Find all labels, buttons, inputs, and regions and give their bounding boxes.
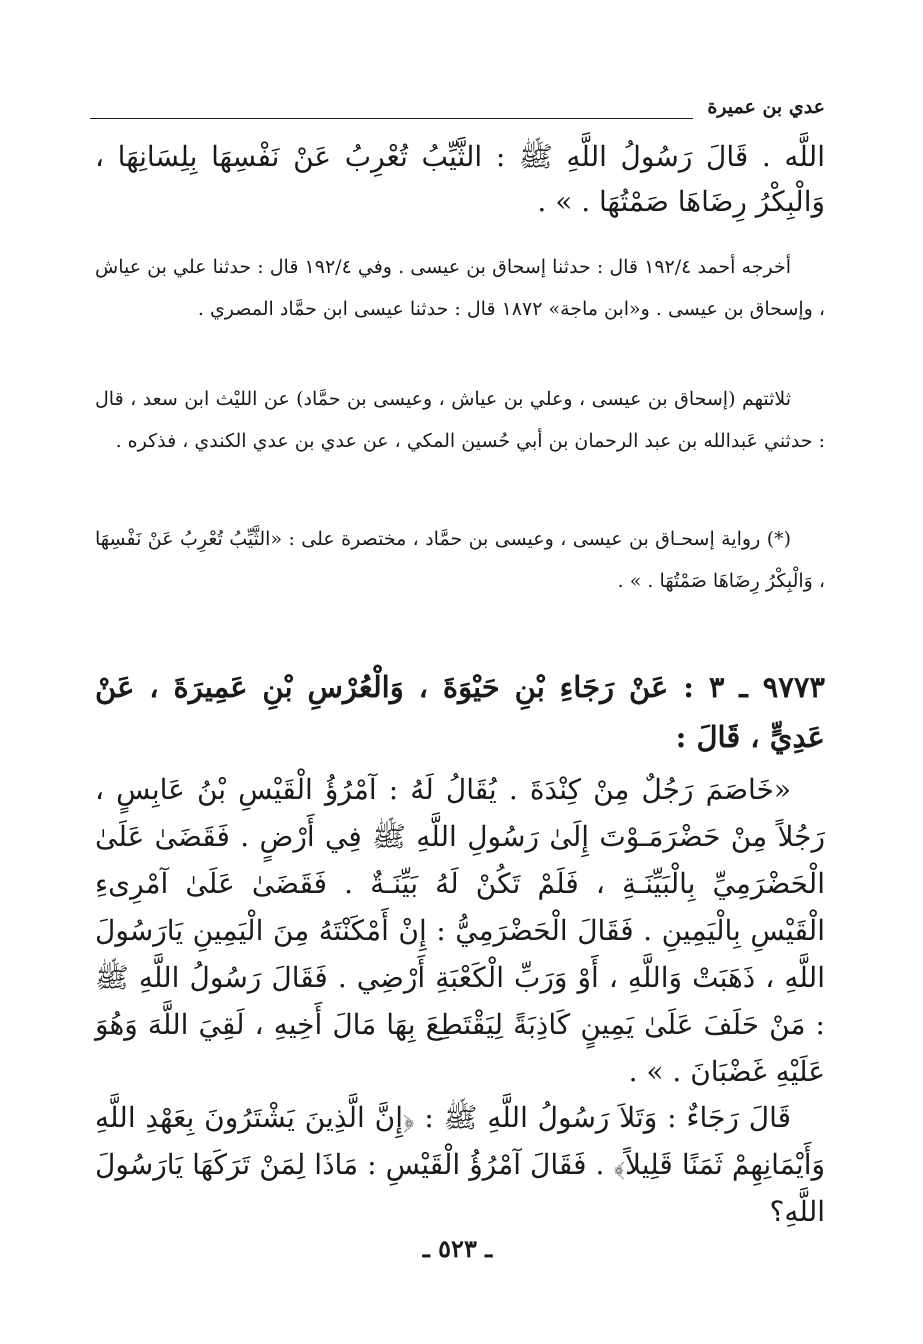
note-text: رواية إسحـاق بن عيسى ، وعيسى بن حمَّاد ، مختصرة على : «الثَّيِّبُ تُعْرِبُ عَنْ نَفْسِهَا ، وَالْبِكْرُ رِضَاهَا صَمْتُهَا . » . bbox=[95, 528, 825, 592]
header-rule bbox=[90, 118, 693, 119]
continuation-paragraph bbox=[95, 134, 825, 224]
hadith-closing-paragraph bbox=[95, 1094, 825, 1235]
note-mark: (*) bbox=[766, 528, 792, 550]
hadith-chain: : عَنْ رَجَاءِ بْنِ حَيْوَةَ ، وَالْعُرْسِ بْنِ عَمِيرَةَ ، عَنْ عَدِيٍّ ، قَالَ : bbox=[95, 670, 825, 754]
book-page bbox=[90, 86, 825, 1306]
takhrij-text-1: أخرجه أحمد ١٩٢/٤ قال : حدثنا إسحاق بن عيسى . وفي ١٩٢/٤ قال : حدثنا علي بن عياش ، وإسحاق بن عيسى . و«ابن ماجة» ١٨٧٢ قال : حدثنا عيسى ابن حمَّاد المصري . bbox=[95, 256, 825, 320]
takhrij-note bbox=[95, 518, 825, 602]
takhrij-text-2: ثلاثتهم (إسحاق بن عيسى ، وعلي بن عياش ، وعيسى بن حمَّاد) عن الليْث ابن سعد ، قال : حدثني عَبدالله بن عبد الرحمان بن أبي حُسين المكي ، عن عدي بن عدي الكندي ، فذكره . bbox=[95, 388, 825, 452]
running-title: عدي بن عميرة bbox=[707, 96, 825, 118]
hadith-heading bbox=[95, 662, 825, 762]
takhrij-paragraph-2 bbox=[95, 378, 825, 462]
hadith-matn: «خَاصَمَ رَجُلٌ مِنْ كِنْدَةَ . يُقَالُ لَهُ : آمْرُؤُ الْقَيْسِ بْنُ عَابِسٍ ، رَجُلاً مِنْ حَضْرَمَـوْتَ إِلَىٰ رَسُولِ اللَّهِ ﷺ فِي أَرْضٍ . فَقَضَىٰ عَلَىٰ الْحَضْرَمِيِّ بِالْبَيِّنَـةِ ، فَلَمْ تَكُنْ لَهُ بَيِّنَـةٌ . فَقَضَىٰ عَلَىٰ آمْرِىءِ الْقَيْسِ بِالْيَمِينِ . فَقَالَ الْحَضْرَمِيُّ : إِنْ أَمْكَنْتَهُ مِنَ الْيَمِينِ يَارَسُولَ اللَّهِ ، ذَهَبَتْ وَاللَّهِ ، أَوْ وَرَبِّ الْكَعْبَةِ أَرْضِي . فَقَالَ رَسُولُ اللَّهِ ﷺ : مَنْ حَلَفَ عَلَىٰ يَمِينٍ كَاذِبَةً لِيَقْتَطِعَ بِهَا مَالَ أَخِيهِ ، لَقِيَ اللَّهَ وَهُوَ عَلَيْهِ غَضْبَانَ . » . bbox=[95, 773, 825, 1088]
continuation-text: اللَّه . قَالَ رَسُولُ اللَّهِ ﷺ : الثَّيِّبُ تُعْرِبُ عَنْ نَفْسِهَا بِلِسَانِهَا ، وَالْبِكْرُ رِضَاهَا صَمْتُهَا . » . bbox=[95, 140, 825, 218]
running-header bbox=[90, 94, 825, 124]
hadith-closing: قَالَ رَجَاءٌ : وَتَلاَ رَسُولُ اللَّهِ ﷺ : ﴿إِنَّ الَّذِينَ يَشْتَرُونَ بِعَهْدِ اللَّهِ وَأَيْمَانِهِمْ ثَمَنًا قَلِيلاً﴾ . فَقَالَ آمْرُؤُ الْقَيْسِ : مَاذَا لِمَنْ تَرَكَهَا يَارَسُولَ اللَّهِ؟ bbox=[95, 1101, 825, 1228]
page-number: ـ ٥٢٣ ـ bbox=[422, 1234, 493, 1263]
hadith-matn-paragraph bbox=[95, 766, 825, 1095]
takhrij-paragraph-1 bbox=[95, 246, 825, 330]
hadith-number: ٩٧٧٣ ـ ٣ bbox=[708, 670, 825, 704]
